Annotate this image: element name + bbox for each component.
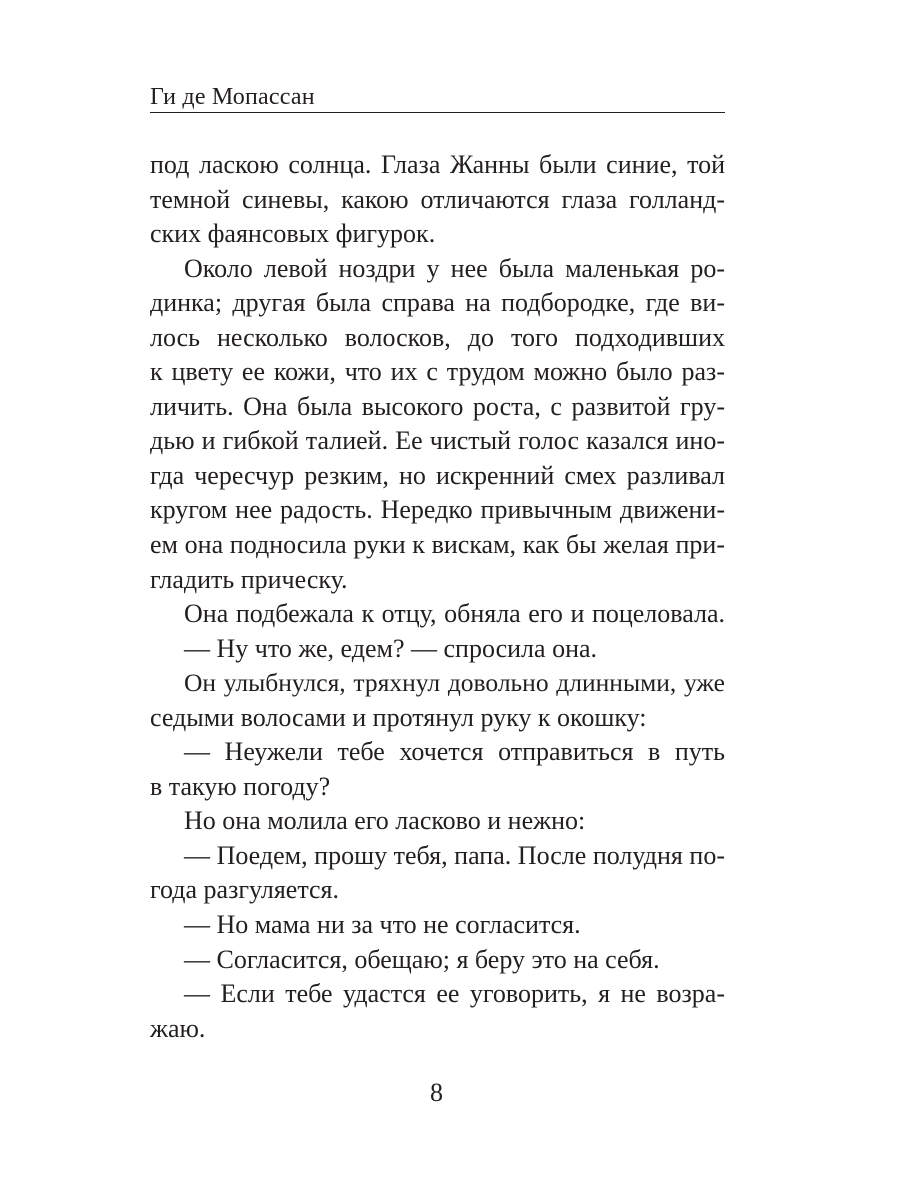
text-line: кругом нее радость. Нередко привычным движени- xyxy=(150,495,725,525)
dialogue-line: — Если тебе удастся ее уговорить, я не возра- xyxy=(184,979,725,1009)
paragraph-first-line: Около левой ноздри у нее была маленькая ро- xyxy=(184,253,725,283)
text-line: личить. Она была высокого роста, с развитой гру- xyxy=(150,391,725,421)
text-line: гда чересчур резким, но искренний смех разливал xyxy=(150,460,725,490)
dialogue-line: — Ну что же, едем? — спросила она. xyxy=(184,633,598,663)
body-text xyxy=(150,148,725,1046)
page-number: 8 xyxy=(430,1078,443,1107)
text-line: ских фаянсовых фигурок. xyxy=(150,219,436,249)
text-line: жаю. xyxy=(150,1013,206,1043)
text-line: ем она подносила руки к вискам, как бы желая при- xyxy=(150,530,725,560)
dialogue-line: — Неужели тебе хочется отправиться в путь xyxy=(184,737,725,767)
paragraph-first-line: Он улыбнулся, тряхнул довольно длинными, уже xyxy=(184,668,725,698)
text-line: седыми волосами и протянул руку к окошку: xyxy=(150,702,647,732)
text-line: года разгуляется. xyxy=(150,875,340,905)
text-line: под ласкою солнца. Глаза Жанны были синие, той xyxy=(150,150,725,179)
text-line: в такую погоду? xyxy=(150,771,331,801)
text-line: гладить прическу. xyxy=(150,564,348,594)
text-line: динка; другая была справа на подбородке, где ви- xyxy=(150,288,725,318)
running-head-author: Ги де Мопассан xyxy=(150,82,725,113)
dialogue-line: — Поедем, прошу тебя, папа. После полудня по- xyxy=(184,840,725,870)
dialogue-line: — Но мама ни за что не согласится. xyxy=(184,910,581,940)
text-line: дью и гибкой талией. Ее чистый голос казался ино- xyxy=(150,426,725,456)
text-line: лось несколько волосков, до того подходивших xyxy=(150,322,725,352)
paragraph-first-line: Но она молила его ласково и нежно: xyxy=(184,806,586,836)
text-line: темной синевы, какою отличаются глаза голланд- xyxy=(150,184,725,214)
dialogue-line: — Согласится, обещаю; я беру это на себя. xyxy=(184,944,660,974)
paragraph-first-line: Она подбежала к отцу, обняла его и поцеловала. xyxy=(184,599,725,629)
text-line: к цвету ее кожи, что их с трудом можно было раз- xyxy=(150,357,725,387)
